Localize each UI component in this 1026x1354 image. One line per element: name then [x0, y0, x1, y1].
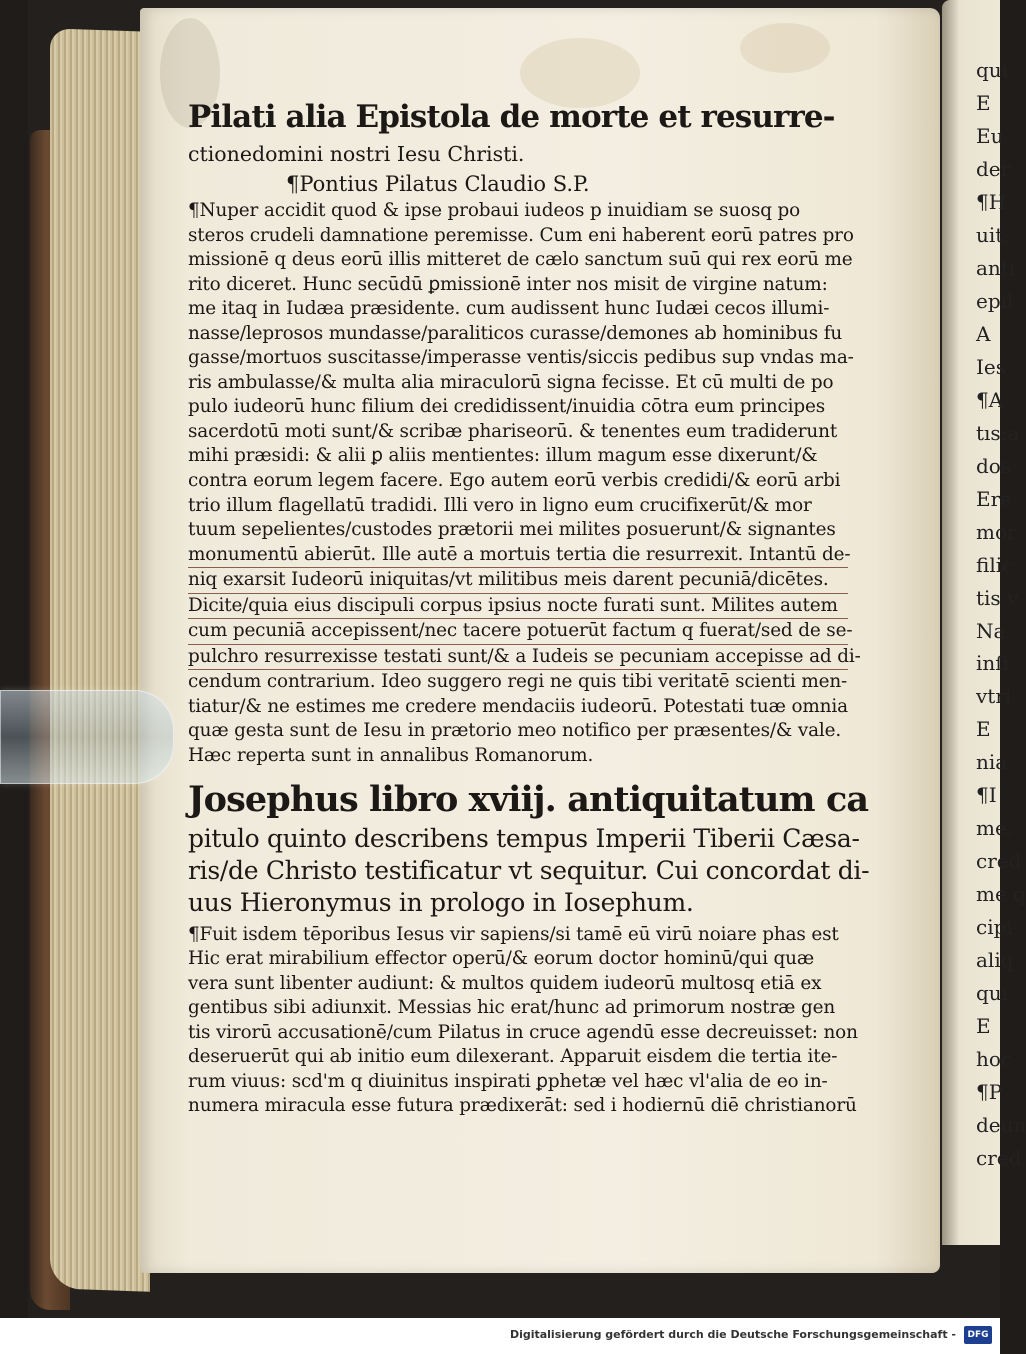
right-page-text-fragment: ¶H: [976, 189, 1007, 214]
title-line-1: Pilati alia Epistola de morte et resurre-: [188, 99, 835, 135]
right-page-text-fragment: ¶A: [976, 387, 1004, 412]
josephus-line: ¶Fuit isdem tēporibus Iesus vir sapiens/si tamē eū virū noiare phas est: [188, 923, 839, 945]
right-page-text-fragment: hoc: [976, 1047, 1013, 1072]
right-page-text-fragment: E: [976, 717, 991, 742]
letter-line: pulo iudeorū hunc filium dei credidissent/inuidia cōtra eum principes: [188, 396, 825, 418]
section-heading-line: uus Hieronymus in prologo in Iosephum.: [188, 887, 694, 917]
letter-line: mihi præsidi: & alii ꝑ aliis mentientes: illum magum esse dixerunt/&: [188, 445, 818, 467]
letter-line: rito diceret. Hunc secūdū ꝑmissionē inter nos misit de virgine natum:: [188, 273, 828, 295]
dfg-logo-icon: DFG: [964, 1326, 992, 1344]
right-page-text-fragment: ¶P: [976, 1080, 1003, 1105]
glass-page-weight: [0, 690, 174, 784]
letter-line: sacerdotū moti sunt/& scribæ phariseorū. & tenentes eum tradiderunt: [188, 420, 838, 442]
right-page-text-fragment: tıs:a: [976, 420, 1020, 445]
right-page-text-fragment: A: [976, 321, 991, 346]
salutation: ¶Pontius Pilatus Claudio S.P.: [286, 172, 590, 196]
right-page-text-fragment: Ere: [976, 486, 1012, 511]
right-page-text-fragment: nia: [976, 750, 1008, 775]
right-page-text-fragment: qui: [976, 58, 1009, 82]
right-page-text-fragment: Na: [976, 618, 1006, 643]
right-page-text-fragment: E: [976, 1014, 991, 1039]
letter-line: contra eorum legem facere. Ego autem eorū verbis credidi/& eorū arbi: [188, 470, 841, 492]
right-page-text-fragment: tis v: [976, 585, 1019, 610]
section-heading-line: pitulo quinto describens tempus Imperii Tiberii Cæsa-: [188, 823, 860, 853]
josephus-line: gentibus sibi adiunxit. Messias hic erat/hunc ad primorum nostræ gen: [188, 997, 836, 1019]
letter-line: Dicite/quia eius discipuli corpus ipsius nocte furati sunt. Milites autem: [188, 594, 848, 620]
letter-line: monumentū abierūt. Ille autē a mortuis tertia die resurrexit. Intantū de-: [188, 543, 848, 569]
right-page-text-fragment: cred: [976, 849, 1022, 874]
letter-line: cum pecuniā accepissent/nec tacere potuerūt factum q fuerat/sed de se-: [188, 619, 848, 645]
footer-bar: [0, 1318, 1000, 1354]
page-text: [188, 95, 870, 1119]
letter-line: steros crudeli damnatione peremisse. Cum eni haberent eorū patres pro: [188, 224, 854, 246]
letter-body: [188, 199, 861, 769]
letter-line: nasse/leprosos mundasse/paraliticos curasse/demones ab hominibus fu: [188, 322, 843, 344]
letter-line: missionē q deus eorū illis mitteret de cælo sanctum suū qui rex eorū me: [188, 249, 853, 271]
letter-line: trio illum flagellatū tradidi. Illi vero in ligno eum crucifixerūt/& mor: [188, 494, 812, 516]
right-page-text-fragment: deun: [976, 1113, 1026, 1138]
letter-line: tiatur/& ne estimes me credere mendaciis iudeorū. Potestati tuæ omnia: [188, 695, 848, 717]
right-page-text-fragment: me q: [976, 882, 1026, 907]
letter-line: niq exarsit Iudeorū iniquitas/vt militibus meis darent pecuniā/dicētes.: [188, 568, 848, 594]
right-page-text-fragment: cred: [976, 1146, 1022, 1171]
right-page-text-fragment: aliq: [976, 948, 1014, 973]
right-page-text-fragment: Eu: [976, 123, 1004, 148]
josephus-line: rum viuus: scd'm q diuinitus inspirati ꝑphetæ vel hæc vl'alia de eo in-: [188, 1070, 828, 1092]
section-heading-line: ris/de Christo testificatur vt sequitur. Cui concordat di-: [188, 855, 870, 885]
right-page-text-fragment: Ies: [976, 354, 1006, 379]
right-page-text-fragment: antı: [976, 255, 1016, 280]
josephus-body: [188, 923, 858, 1119]
right-page-text-fragment: der: [976, 156, 1011, 181]
letter-line: gasse/mortuos suscitasse/imperasse ventis/siccis pedibus sup vndas ma-: [188, 347, 854, 369]
section-heading: Josephus libro xviij. antiquitatum ca: [188, 778, 869, 820]
title-line-2: ctionedomini nostri Iesu Christi.: [188, 142, 525, 166]
letter-line: quæ gesta sunt de Iesu in prætorio meo notifico per præsentes/& vale.: [188, 720, 842, 742]
letter-line: ris ambulasse/& multa alia miraculorū signa fecisse. Et cū multi de po: [188, 371, 834, 393]
right-page-fragment: [942, 0, 1026, 1245]
letter-line: pulchro resurrexisse testati sunt/& a Iudeis se pecuniam accepisse ad di-: [188, 645, 848, 671]
josephus-line: vera sunt libenter audiunt: & multos quidem iudeorū multosq etiā ex: [188, 972, 822, 994]
letter-line: ¶Nuper accidit quod & ipse probaui iudeos p inuidiam se suosq po: [188, 200, 801, 221]
footer-credit: Digitalisierung gefördert durch die Deutsche Forschungsgemeinschaft -: [509, 1328, 956, 1341]
right-page-text-fragment: mor: [976, 519, 1017, 544]
josephus-line: tis virorū accusationē/cum Pilatus in cruce agendū esse decreuisset: non: [188, 1021, 858, 1043]
right-page-text-fragment: dos: [976, 453, 1012, 478]
right-page-text-fragment: ¶I: [976, 783, 997, 808]
letter-line: Hæc reperta sunt in annalibus Romanorum.: [188, 745, 594, 767]
letter-line: cendum contrarium. Ideo suggero regi ne quis tibi veritatē scienti men-: [188, 671, 848, 693]
josephus-line: numera miracula esse futura prædixerāt: sed i hodiernū diē christianorū: [188, 1095, 857, 1117]
letter-line: me itaq in Iudæa præsidente. cum audissent hunc Iudæi cecos illumi-: [188, 298, 830, 320]
josephus-line: Hic erat mirabilium effector operū/& eorum doctor hominū/qui quæ: [188, 948, 815, 970]
right-page-text-fragment: cipi: [976, 915, 1013, 940]
right-page-text-fragment: quı: [976, 981, 1009, 1006]
right-page-text-fragment: inſi: [976, 651, 1010, 676]
right-page-text-fragment: uit,: [976, 222, 1010, 247]
right-page-text-fragment: E: [976, 90, 991, 115]
right-page-text-fragment: filic: [976, 552, 1014, 577]
page-fore-edge: [50, 28, 150, 1291]
right-page-text-fragment: me.: [976, 816, 1014, 841]
right-page-text-fragment: epil: [976, 288, 1014, 313]
letter-line: tuum sepelientes/custodes prætorii mei milites posuerunt/& signantes: [188, 519, 836, 541]
right-page-text-fragment: vtri: [976, 684, 1012, 709]
josephus-line: deseruerūt qui ab initio eum dilexerant. Apparuit eisdem die tertia ite-: [188, 1046, 838, 1068]
